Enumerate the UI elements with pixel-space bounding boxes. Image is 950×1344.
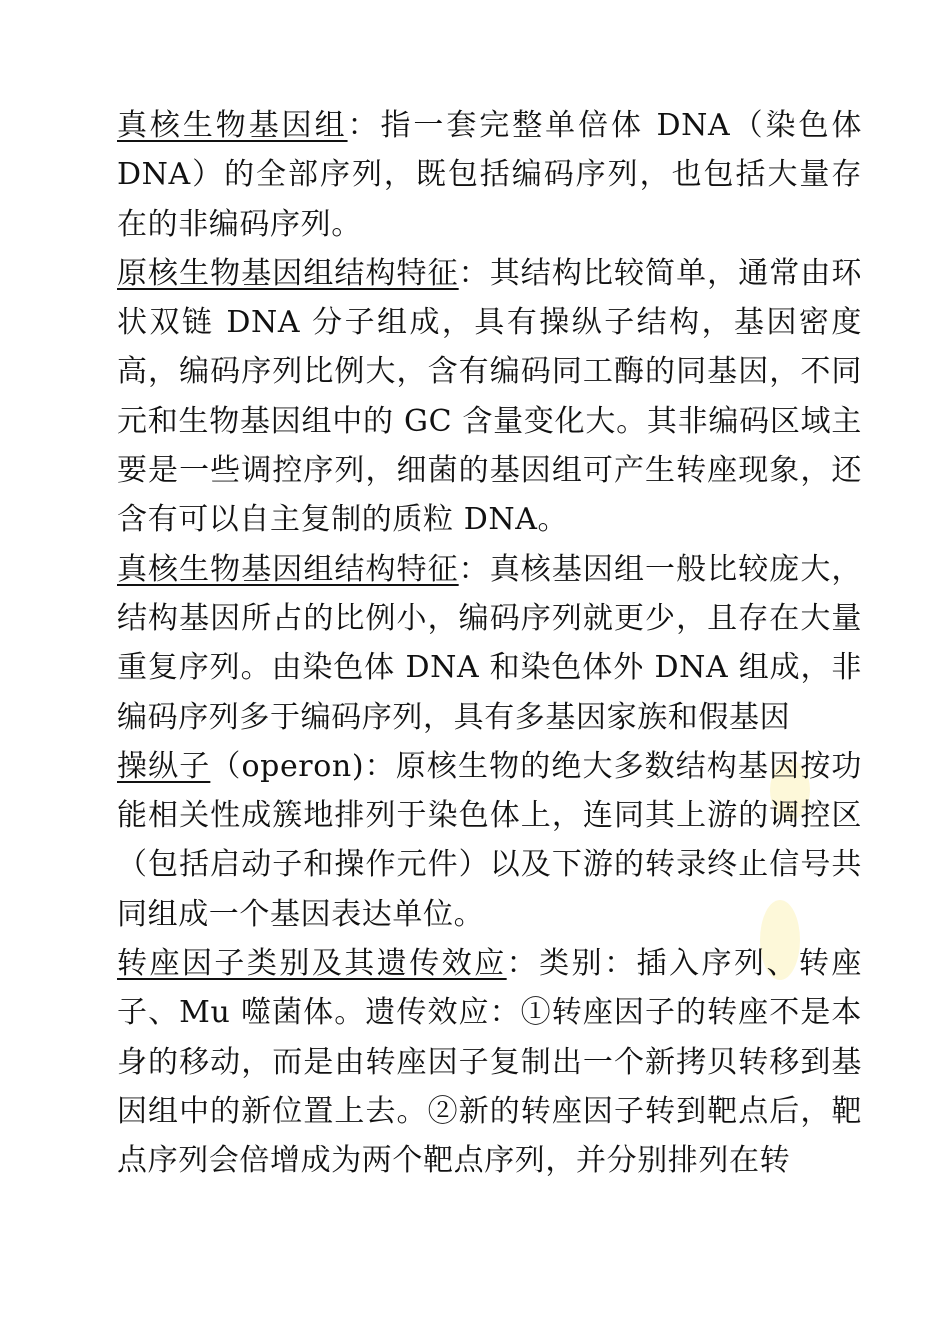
definition-paragraph — [117, 939, 862, 1185]
definition-paragraph — [117, 545, 862, 742]
definition-text: ：指一套完整单倍体 DNA（染色体 DNA）的全部序列，既包括编码序列，也包括大量存在的非编码序列。 — [117, 108, 862, 242]
term-heading: 真核生物基因组结构特征 — [117, 551, 459, 587]
definition-text: （operon)：原核生物的绝大多数结构基因按功能相关性成簇地排列于染色体上，连同其上游的调控区（包括启动子和操作元件）以及下游的转录终止信号共同组成一个基因表达单位。 — [117, 748, 862, 932]
term-heading: 操纵子 — [117, 748, 211, 784]
term-heading: 真核生物基因组 — [117, 108, 348, 143]
term-heading: 原核生物基因组结构特征 — [117, 255, 459, 291]
definition-paragraph — [117, 101, 862, 249]
definition-paragraph — [117, 249, 862, 545]
definition-text: ：其结构比较简单，通常由环状双链 DNA 分子组成，具有操纵子结构，基因密度高，编码序列比例大，含有编码同工酶的同基因，不同元和生物基因组中的 GC 含量变化大。其非编码区域主要是一些调控序列，细菌的基因组可产生转座现象，还含有可以自主复制的质粒 DNA。 — [117, 255, 862, 538]
definition-text: ：真核基因组一般比较庞大，结构基因所占的比例小，编码序列就更少，且存在大量重复序列。由染色体 DNA 和染色体外 DNA 组成，非编码序列多于编码序列，具有多基因家族和假基因 — [117, 551, 862, 735]
document-body — [117, 101, 862, 1186]
definition-text: ：类别：插入序列、转座子、Mu 噬菌体。遗传效应：①转座因子的转座不是本身的移动，而是由转座因子复制出一个新拷贝转移到基因组中的新位置上去。②新的转座因子转到靶点后，靶点序列会倍增成为两个靶点序列，并分别排列在转 — [117, 946, 862, 1179]
term-heading: 转座因子类别及其遗传效应 — [117, 946, 507, 982]
definition-paragraph — [117, 742, 862, 939]
